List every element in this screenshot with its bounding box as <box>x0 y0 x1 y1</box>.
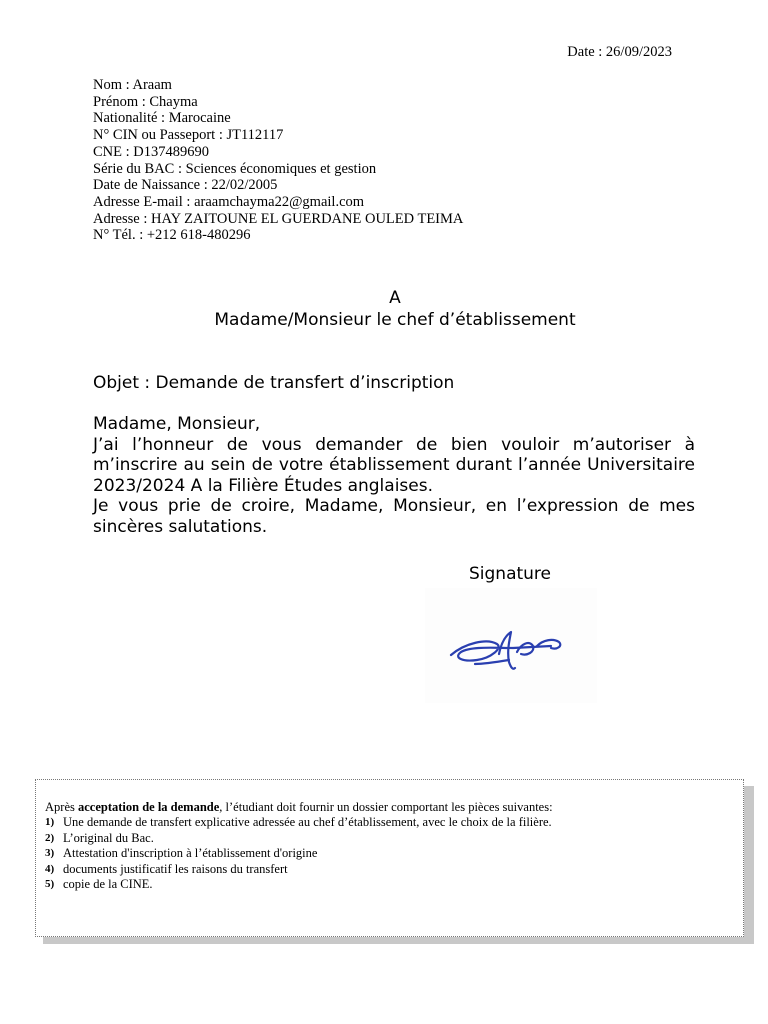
list-item-text: L’original du Bac. <box>63 830 154 845</box>
signature-drawing <box>425 588 597 703</box>
sender-cne: CNE : D137489690 <box>93 143 209 160</box>
letter-paragraph-closing: Je vous prie de croire, Madame, Monsieur, en l’expression de mes sincères salutations. <box>93 496 695 537</box>
sender-nationality: Nationalité : Marocaine <box>93 110 231 127</box>
sender-email: Adresse E-mail : araamchayma22@gmail.com <box>93 193 365 210</box>
sender-info-block <box>93 77 463 244</box>
signature-label: Signature <box>469 564 552 584</box>
list-item-text: copie de la CINE. <box>63 877 153 892</box>
recipient-line-a: A <box>389 288 401 308</box>
letter-object: Objet : Demande de transfert d’inscription <box>93 373 455 393</box>
list-item <box>45 846 734 861</box>
sender-address: Adresse : HAY ZAITOUNE EL GUERDANE OULED TEIMA <box>93 210 464 227</box>
letter-date: Date : 26/09/2023 <box>567 44 672 60</box>
notice-documents-list <box>45 815 734 892</box>
sender-birth-date: Date de Naissance : 22/02/2005 <box>93 177 278 194</box>
notice-intro-after: , l’étudiant doit fournir un dossier comportant les pièces suivantes: <box>219 800 553 814</box>
notice-intro-bold: acceptation de la demande <box>77 800 220 814</box>
list-item-number: 4) <box>45 862 55 875</box>
list-item <box>45 815 734 830</box>
sender-first-name: Prénom : Chayma <box>93 93 198 110</box>
list-item-number: 3) <box>45 847 55 860</box>
handwritten-signature <box>425 588 597 703</box>
list-item-number: 1) <box>45 816 55 829</box>
list-item-text: documents justificatif les raisons du transfert <box>63 861 288 876</box>
list-item-text: Une demande de transfert explicative adressée au chef d’établissement, avec le choix de la filière. <box>63 815 552 830</box>
recipient-block <box>0 287 768 331</box>
letter-body <box>93 414 695 537</box>
notice-box <box>35 779 744 937</box>
sender-bac-series: Série du BAC : Sciences économiques et gestion <box>93 160 377 177</box>
sender-cin: N° CIN ou Passeport : JT112117 <box>93 127 284 144</box>
notice-intro-before: Après <box>45 800 78 814</box>
letter-salutation: Madame, Monsieur, <box>93 414 261 434</box>
sender-phone: N° Tél. : +212 618-480296 <box>93 227 251 244</box>
letter-paragraph-request: J’ai l’honneur de vous demander de bien vouloir m’autoriser à m’inscrire au sein de votre établissement durant l’année Universitaire 2023/2024 A la Filière Études anglaises. <box>93 434 695 496</box>
list-item <box>45 877 734 892</box>
recipient-line-title: Madame/Monsieur le chef d’établissement <box>214 310 576 330</box>
list-item <box>45 831 734 846</box>
list-item <box>45 862 734 877</box>
list-item-number: 2) <box>45 831 55 844</box>
list-item-number: 5) <box>45 878 55 891</box>
sender-last-name: Nom : Araam <box>93 77 172 93</box>
list-item-text: Attestation d'inscription à l’établissement d'origine <box>63 846 318 861</box>
notice-intro <box>45 800 734 815</box>
